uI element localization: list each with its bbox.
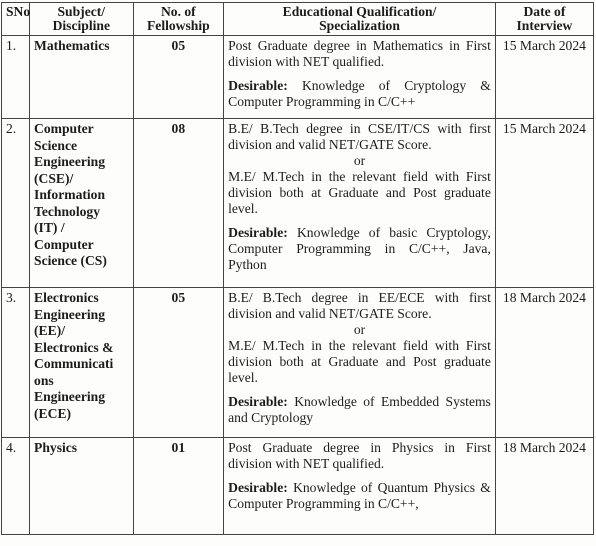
header-row [2, 3, 594, 36]
qualification-cell [224, 119, 496, 288]
interview-date-cell: 18 March 2024 [495, 288, 593, 438]
desirable-note: Desirable: Knowledge of basic Cryptology, Computer Programming in C/C++, Java, Python [228, 225, 491, 272]
subject-cell: Mathematics [30, 36, 134, 119]
qualification-alternative: M.E/ M.Tech in the relevant field with First division both at Graduate and Post graduate level. [228, 169, 491, 216]
header-subject: Subject/ Discipline [30, 3, 134, 36]
subject-cell: Physics [30, 438, 134, 535]
header-fellowship: No. of Fellowship [133, 3, 224, 36]
fellowship-count-cell: 01 [133, 438, 224, 535]
qualification-main: B.E/ B.Tech degree in CSE/IT/CS with first division and valid NET/GATE Score. [228, 121, 491, 152]
interview-date-cell: 18 March 2024 [495, 438, 593, 535]
interview-date-cell: 15 March 2024 [495, 119, 593, 288]
qualification-main: B.E/ B.Tech degree in EE/ECE with first division and valid NET/GATE Score. [228, 290, 491, 321]
sno-cell: 4. [2, 438, 30, 535]
qualification-cell [224, 438, 496, 535]
interview-date-cell: 15 March 2024 [495, 36, 593, 119]
or-separator: or [353, 322, 366, 337]
subject-cell: Electronics Engineering (EE)/ Electronics & Communicati ons Engineering (ECE) [30, 288, 134, 438]
fellowship-count-cell: 05 [133, 288, 224, 438]
desirable-note: Desirable: Knowledge of Cryptology & Computer Programming in C/C++ [228, 78, 491, 109]
fellowship-table [1, 2, 594, 535]
header-qualification: Educational Qualification/ Specialization [224, 3, 496, 36]
or-separator: or [353, 153, 366, 168]
desirable-note: Desirable: Knowledge of Quantum Physics & Computer Programming in C/C++, [228, 480, 491, 511]
header-sno: SNo [2, 3, 30, 36]
qualification-cell [224, 36, 496, 119]
table-row [2, 119, 594, 288]
subject-cell: Computer Science Engineering (CSE)/ Information Technology (IT) / Computer Science (CS) [30, 119, 134, 288]
fellowship-count-cell: 08 [133, 119, 224, 288]
table-row [2, 288, 594, 438]
table-row [2, 36, 594, 119]
desirable-note: Desirable: Knowledge of Embedded Systems and Cryptology [228, 394, 491, 425]
qualification-alternative: M.E/ M.Tech in the relevant field with First division both at Graduate and Post graduate level. [228, 338, 491, 385]
header-date: Date of Interview [495, 3, 593, 36]
sno-cell: 1. [2, 36, 30, 119]
qualification-main: Post Graduate degree in Physics in First division with NET qualified. [228, 440, 491, 471]
sno-cell: 2. [2, 119, 30, 288]
qualification-main: Post Graduate degree in Mathematics in First division with NET qualified. [228, 38, 491, 69]
table-row [2, 438, 594, 535]
fellowship-count-cell: 05 [133, 36, 224, 119]
sno-cell: 3. [2, 288, 30, 438]
qualification-cell [224, 288, 496, 438]
